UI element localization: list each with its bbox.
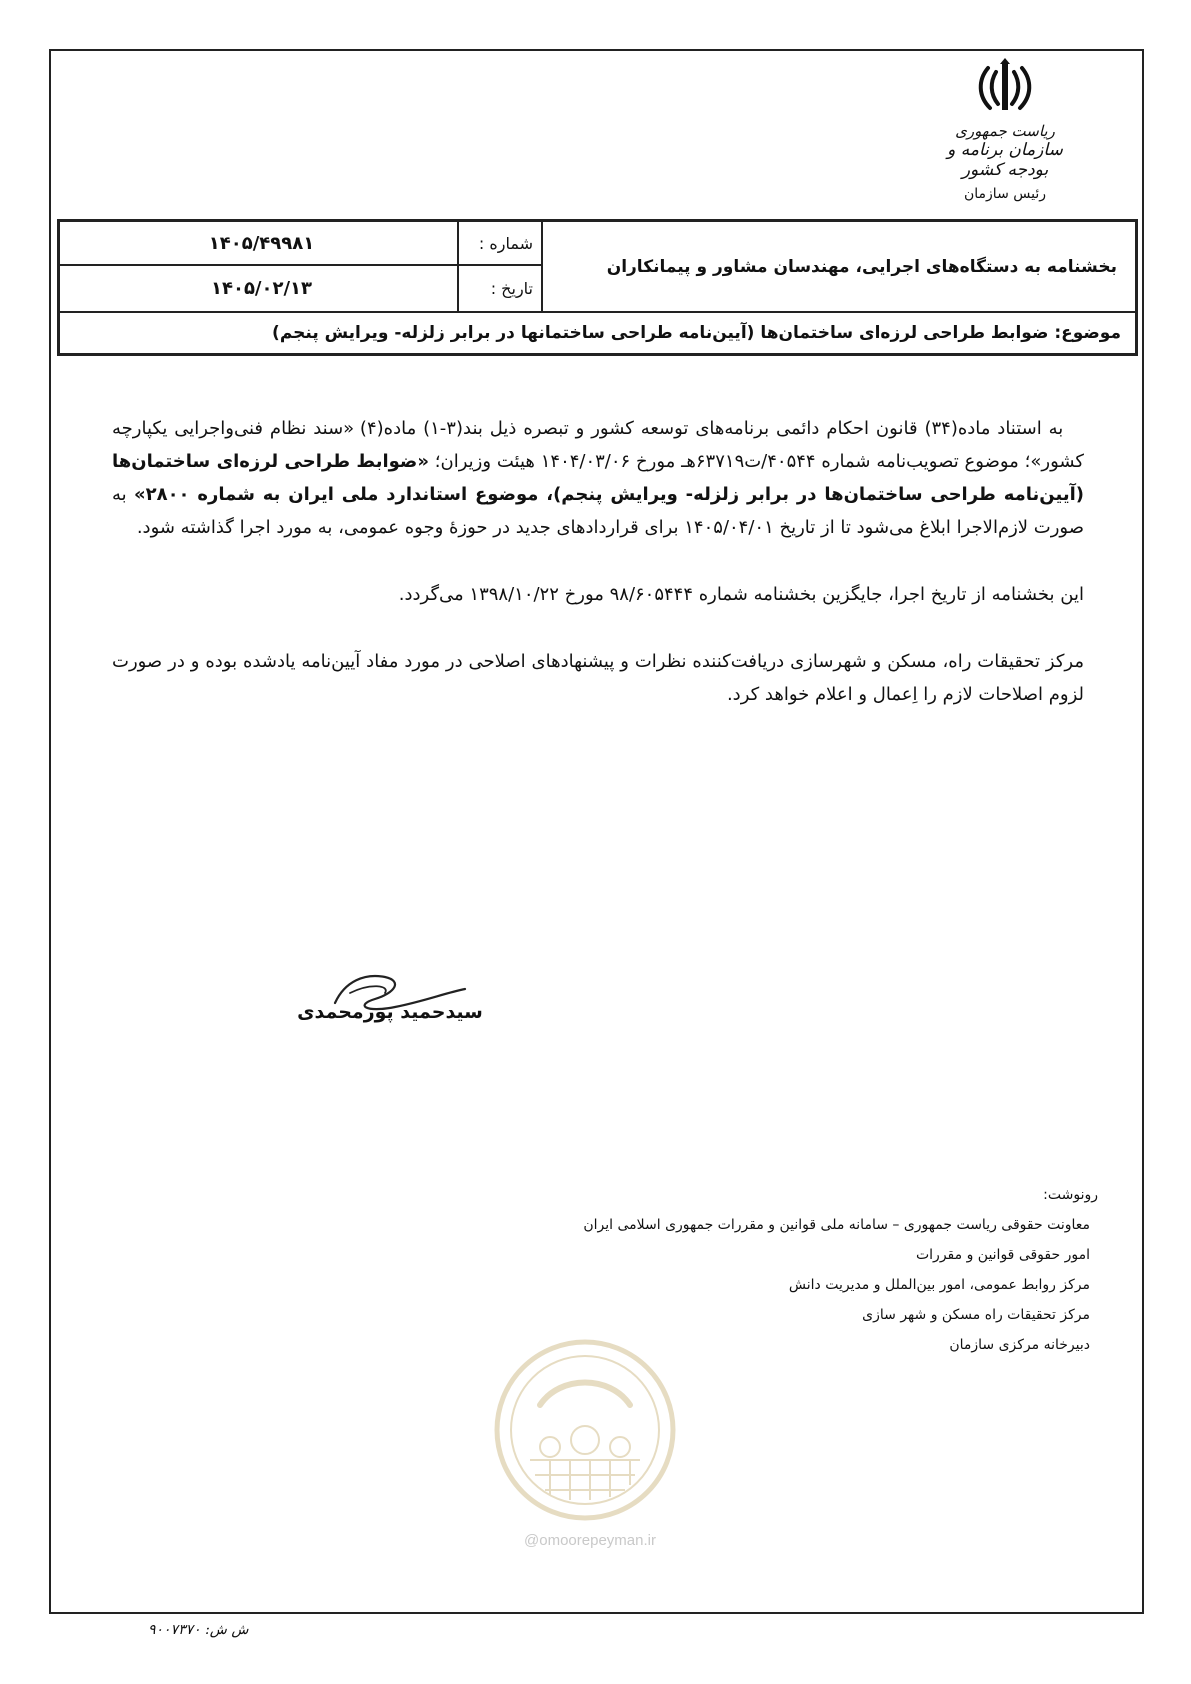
paragraph-1 xyxy=(112,412,1084,544)
signature-block xyxy=(285,975,505,1045)
letter-info-table xyxy=(57,219,1138,356)
org-line-organization: سازمان برنامه و بودجه کشور xyxy=(947,140,1063,180)
paragraph-3: مرکز تحقیقات راه، مسکن و شهرسازی دریافت‌کننده نظرات و پیشنهادهای اصلاحی در مورد مفاد آیین‌نامه یادشده بوده و در صورت لزوم اصلاحات لازم را اِعمال و اعلام خواهد کرد. xyxy=(112,651,1084,705)
number-label: شماره : xyxy=(457,222,541,266)
seal-logo-icon xyxy=(490,1335,680,1525)
subject-row xyxy=(60,311,1135,353)
letter-number: ۱۴۰۵/۴۹۹۸۱ xyxy=(60,222,463,266)
footer-serial: ش ش: ۹۰۰۷۳۷۰ xyxy=(148,1622,249,1638)
subject-text: موضوع: ضوابط طراحی لرزه‌ای ساختمان‌ها (آیین‌نامه طراحی ساختمانها در برابر زلزله- ویرایش پنجم) xyxy=(272,323,1121,343)
signatory-name: سیدحمید پورمحمدی xyxy=(297,1001,483,1023)
header-emblem xyxy=(925,58,1085,218)
paragraph-2: این بخشنامه از تاریخ اجرا، جایگزین بخشنامه شماره ۹۸/۶۰۵۴۴۴ مورخ ۱۳۹۸/۱۰/۲۲ می‌گردد. xyxy=(398,584,1084,605)
cc-list xyxy=(480,1180,1098,1360)
watermark-seal xyxy=(490,1335,680,1525)
cc-item: مرکز روابط عمومی، امور بین‌الملل و مدیریت دانش xyxy=(788,1277,1090,1293)
letter-body xyxy=(112,412,1084,711)
paragraph-1-intro: به استناد ماده(۳۴) قانون احکام دائمی برنامه‌های توسعه کشور و تبصره ذیل بند(۳-۱) ماده(۴) «سند نظام فنی‌واجرایی یکپارچه کشور»؛ موضوع تصویب‌نامه شماره ۴۰۵۴۴/ت۶۳۷۱۹هـ مورخ ۱۴۰۴/۰۳/۰۶ هیئت وزیران؛ xyxy=(112,418,1084,472)
cc-title: رونوشت: xyxy=(1043,1187,1098,1203)
date-label: تاریخ : xyxy=(457,266,541,311)
cc-item: امور حقوقی قوانین و مقررات xyxy=(915,1247,1090,1263)
recipients-text: بخشنامه به دستگاه‌های اجرایی، مهندسان مشاور و پیمانکاران xyxy=(606,256,1117,277)
org-line-presidency: ریاست جمهوری xyxy=(955,122,1055,140)
cc-item: مرکز تحقیقات راه مسکن و شهر سازی xyxy=(862,1307,1090,1323)
paragraph-1-title: «ضوابط طراحی لرزه‌ای ساختمان‌ها (آیین‌نامه طراحی ساختمان‌ها در برابر زلزله- ویرایش پنجم)، موضوع استاندارد ملی ایران به شماره ۲۸۰۰» xyxy=(112,451,1084,505)
org-line-head: رئیس سازمان xyxy=(964,186,1046,202)
paragraph-1-outro: به صورت لازم‌الاجرا ابلاغ می‌شود تا از تاریخ ۱۴۰۵/۰۴/۰۱ برای قراردادهای جدید در حوزهٔ وجوه عمومی، به مورد اجرا گذاشته شود. xyxy=(112,484,1084,538)
watermark-url: @omoorepeyman.ir xyxy=(524,1532,656,1549)
recipients-cell xyxy=(541,222,1135,311)
cc-item: دبیرخانه مرکزی سازمان xyxy=(949,1337,1090,1353)
letter-date: ۱۴۰۵/۰۲/۱۳ xyxy=(210,278,313,299)
iran-emblem-icon xyxy=(976,58,1034,116)
cc-item: معاونت حقوقی ریاست جمهوری – سامانه ملی قوانین و مقررات جمهوری اسلامی ایران xyxy=(583,1217,1090,1233)
